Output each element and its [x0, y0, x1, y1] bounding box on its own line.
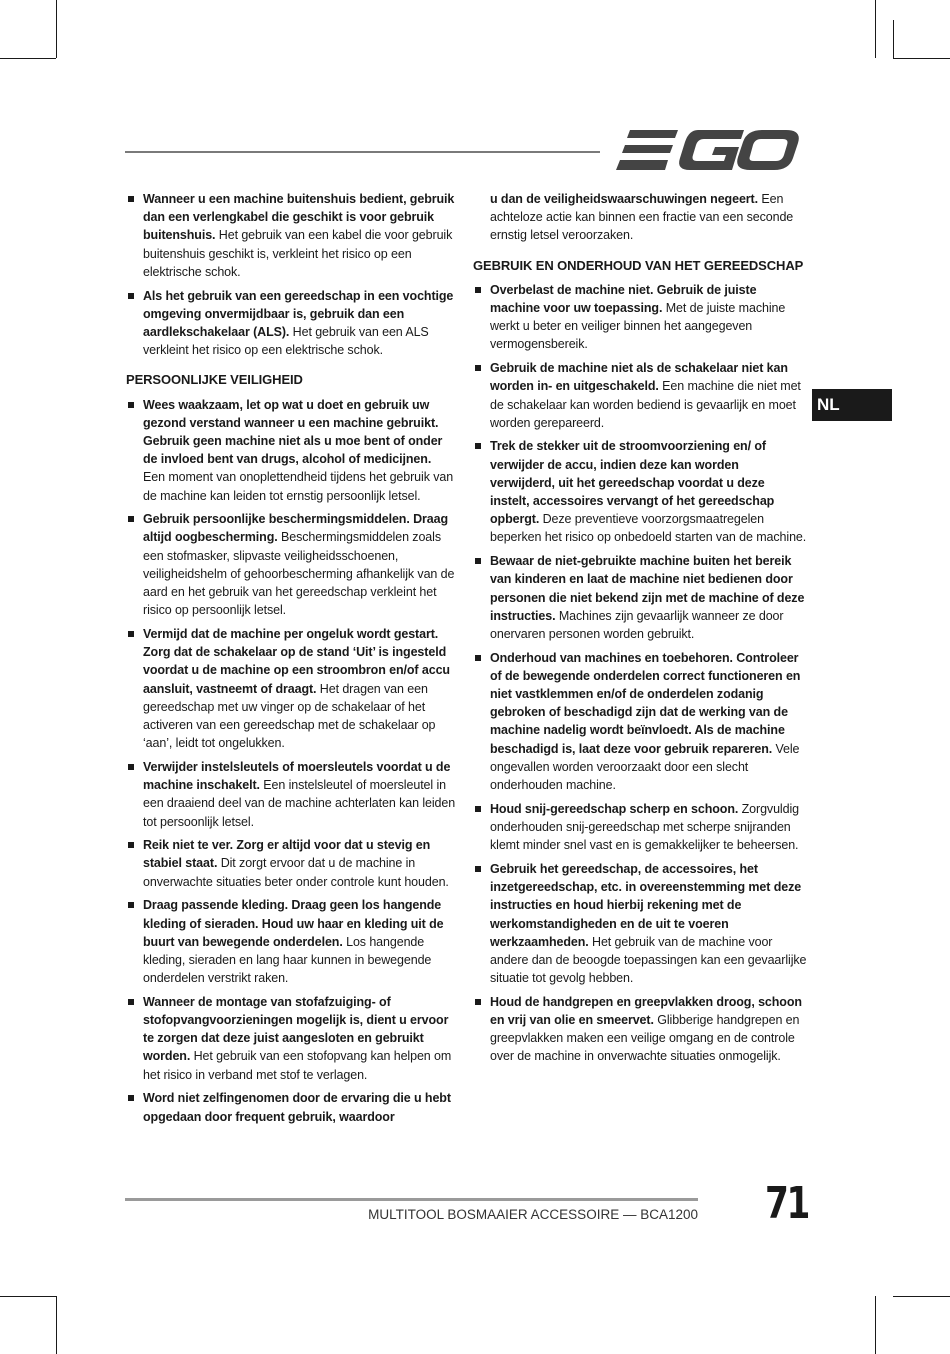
crop-mark: [0, 1296, 56, 1297]
bullet-icon: [128, 516, 134, 522]
crop-mark: [56, 1296, 57, 1354]
header-rule: [125, 151, 600, 153]
bullet-icon: [475, 558, 481, 564]
list-item-continuation: u dan de veiligheidswaarschuwingen negeert. Een achteloze actie kan binnen een fractie van een seconde ernstig letsel veroorzaken.: [490, 192, 794, 243]
crop-mark: [893, 1296, 950, 1297]
bullet-icon: [128, 196, 134, 202]
list-item: Gebruik het gereedschap, de accessoires, het inzetgereedschap, etc. in overeenstemming met deze instructies en houd hierbij rekening met de werkomstandigheden en de uit te voeren werkzaamheden. Het gebruik van de machine voor andere dan de beoogde toepassingen kan een gevaarlijke situatie tot gevolg hebben.: [473, 860, 807, 987]
bullet-icon: [128, 631, 134, 637]
right-column: [473, 190, 807, 1071]
bullet-icon: [475, 999, 481, 1005]
crop-mark: [56, 0, 57, 58]
bullet-icon: [475, 287, 481, 293]
bullet-icon: [475, 365, 481, 371]
list-item: Bewaar de niet-gebruikte machine buiten het bereik van kinderen en laat de machine niet bedienen door personen die niet bekend zijn met de machine of deze instructies. Machines zijn gevaarlijk wanneer ze door onervaren personen worden gebruikt.: [473, 552, 807, 643]
bullet-icon: [475, 655, 481, 661]
list-item: Overbelast de machine niet. Gebruik de juiste machine voor uw toepassing. Met de juiste machine werkt u beter en veiliger binnen het aangegeven vermogensbereik.: [473, 281, 807, 354]
ego-logo: [616, 128, 800, 172]
bullet-icon: [128, 902, 134, 908]
bullet-icon: [475, 443, 481, 449]
list-item: Wanneer u een machine buitenshuis bedient, gebruik dan een verlengkabel die geschikt is voor gebruik buitenshuis. Het gebruik van een kabel die voor gebruik buitenshuis geschikt is, verkleint het risico op een elektrische schok.: [126, 190, 456, 281]
page-number: 71: [765, 1178, 809, 1229]
list-item: Word niet zelfingenomen door de ervaring die u hebt opgedaan door frequent gebruik, waardoor: [126, 1089, 456, 1125]
crop-mark: [0, 58, 56, 59]
list-item: Als het gebruik van een gereedschap in een vochtige omgeving onvermijdbaar is, gebruik dan een aardlekschakelaar (ALS). Het gebruik van een ALS verkleint het risico op een elektrische schok.: [126, 287, 456, 360]
bullet-icon: [128, 293, 134, 299]
footer-rule: [125, 1198, 698, 1201]
footer-product-name: MULTITOOL BOSMAAIER ACCESSOIRE — BCA1200: [368, 1207, 698, 1222]
language-tab: NL: [812, 389, 892, 421]
list-item: Gebruik de machine niet als de schakelaar niet kan worden in- en uitgeschakeld. Een machine die niet met de schakelaar kan worden bediend is gevaarlijk en moet worden gerepareerd.: [473, 359, 807, 432]
list-item: Onderhoud van machines en toebehoren. Controleer of de bewegende onderdelen correct functioneren en niet vastklemmen en/of de onderdelen zodanig gebroken of beschadigd zijn dat de werking van de machine nadelig wordt beïnvloedt. Als de machine beschadigd is, laat deze voor gebruik repareren. Vele ongevallen worden veroorzaakt door een slecht onderhouden machine.: [473, 649, 807, 795]
crop-mark: [875, 0, 876, 58]
bullet-icon: [128, 402, 134, 408]
list-item: Houd snij-gereedschap scherp en schoon. Zorgvuldig onderhouden snij-gereedschap met scherpe snijranden klemt minder snel vast en is gemakkelijker te beheersen.: [473, 800, 807, 855]
list-item: Gebruik persoonlijke beschermingsmiddelen. Draag altijd oogbescherming. Beschermingsmiddelen zoals een stofmasker, slipvaste veiligheidsschoenen, veiligheidshelm of gehoorbescherming afhankelijk van de aard en het gebruik van het gereedschap verkleint het risico op persoonlijk letsel.: [126, 510, 456, 619]
crop-mark: [875, 1296, 876, 1354]
crop-mark: [893, 20, 894, 58]
left-column: [126, 190, 456, 1131]
bullet-icon: [128, 1095, 134, 1101]
bullet-icon: [475, 866, 481, 872]
bullet-icon: [128, 842, 134, 848]
section-heading: GEBRUIK EN ONDERHOUD VAN HET GEREEDSCHAP: [473, 257, 804, 273]
list-item: Trek de stekker uit de stroomvoorziening en/ of verwijder de accu, indien deze kan worden verwijderd, uit het gereedschap voordat u deze instelt, accessoires vervangt of het gereedschap opbergt. Deze preventieve voorzorgsmaatregelen beperken het risico op onbedoeld starten van de machine.: [473, 437, 807, 546]
bullet-icon: [128, 999, 134, 1005]
crop-mark: [893, 58, 950, 59]
list-item: Wees waakzaam, let op wat u doet en gebruik uw gezond verstand wanneer u een machine gebruikt. Gebruik geen machine niet als u moe bent of onder de invloed bent van drugs, alcohol of medicijnen. Een moment van onoplettendheid tijdens het gebruik van de machine kan leiden tot ernstig persoonlijk letsel.: [126, 396, 456, 505]
section-heading: PERSOONLIJKE VEILIGHEID: [126, 372, 303, 388]
list-item: Vermijd dat de machine per ongeluk wordt gestart. Zorg dat de schakelaar op de stand ‘Uit’ is ingesteld voordat u de machine op een stroombron en/of accu aansluit, vastneemt of draagt. Het dragen van een gereedschap met uw vinger op de schakelaar of het activeren van een gereedschap met de schakelaar op ‘aan’, leidt tot ongelukken.: [126, 625, 456, 752]
list-item: Verwijder instelsleutels of moersleutels voordat u de machine inschakelt. Een instelsleutel of moersleutel in een draaiend deel van de machine achterlaten kan leiden tot persoonlijk letsel.: [126, 758, 456, 831]
list-item: Wanneer de montage van stofafzuiging- of stofopvangvoorzieningen mogelijk is, dient u ervoor te zorgen dat deze juist aangesloten en gebruikt worden. Het gebruik van een stofopvang kan helpen om het risico in verband met stof te verlagen.: [126, 993, 456, 1084]
bullet-icon: [128, 764, 134, 770]
list-item: Houd de handgrepen en greepvlakken droog, schoon en vrij van olie en smeervet. Glibberige handgrepen en greepvlakken maken een veilige omgang en de controle over de machine in onverwachte situaties onmogelijk.: [473, 993, 807, 1066]
list-item: Draag passende kleding. Draag geen los hangende kleding of sieraden. Houd uw haar en kleding uit de buurt van bewegende onderdelen. Los hangende kleding, sieraden en lang haar kunnen in bewegende onderdelen verstrikt raken.: [126, 896, 456, 987]
list-item: Reik niet te ver. Zorg er altijd voor dat u stevig en stabiel staat. Dit zorgt ervoor dat u de machine in onverwachte situaties beter onder controle kunt houden.: [126, 836, 456, 891]
bullet-icon: [475, 806, 481, 812]
